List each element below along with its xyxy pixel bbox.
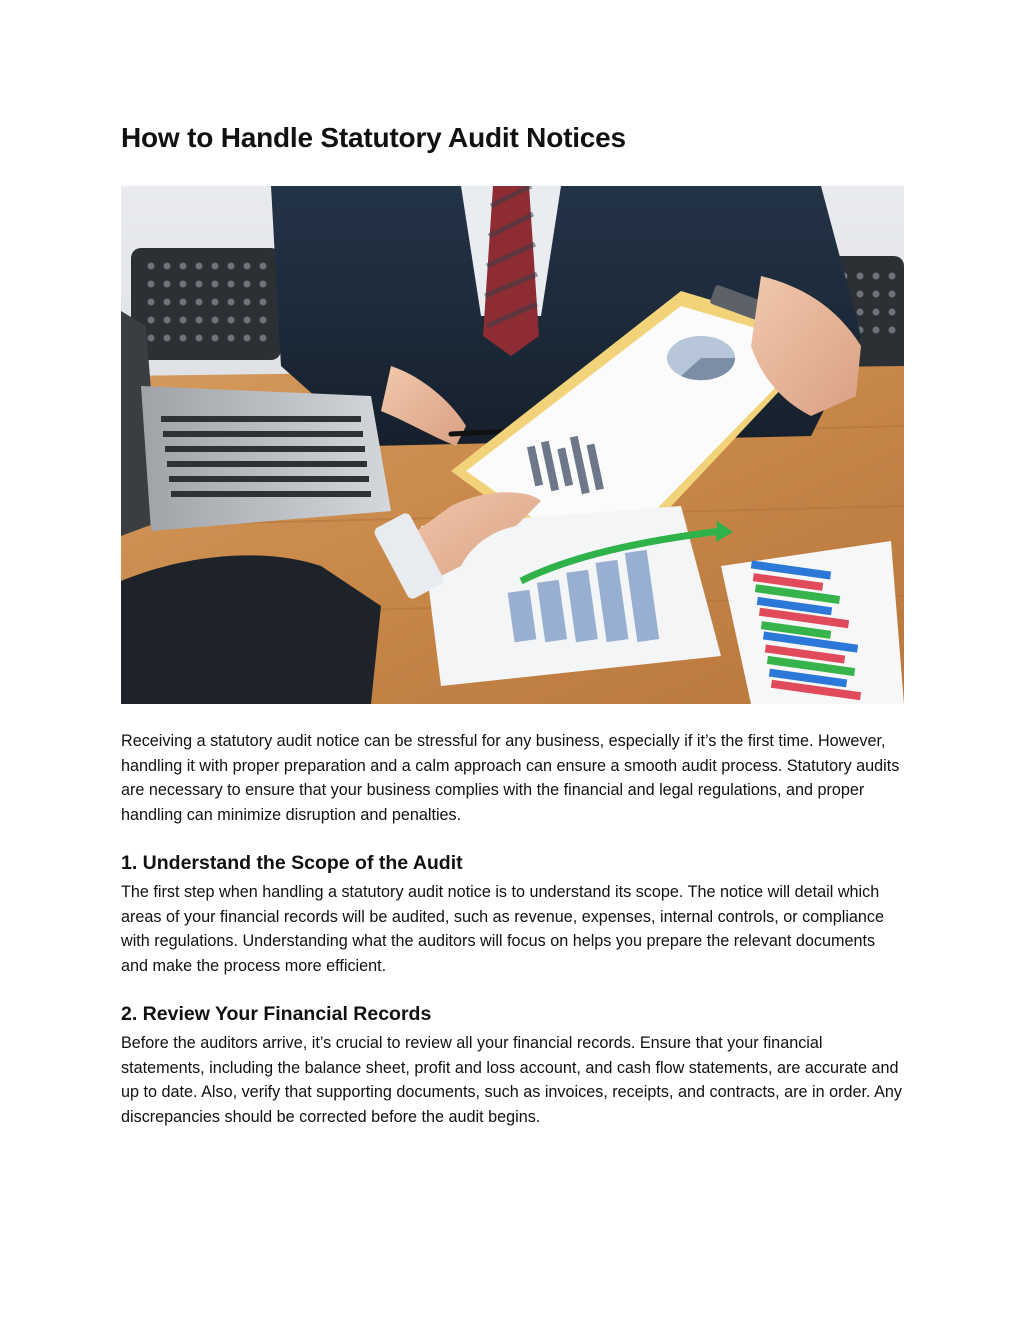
page-title: How to Handle Statutory Audit Notices: [121, 122, 626, 153]
section-heading-review: 2. Review Your Financial Records: [121, 1003, 432, 1025]
intro-paragraph: Receiving a statutory audit notice can be stressful for any business, especially if it’s the first time. However, handling it with proper preparation and a calm approach can ensure a smooth audit process. Statutory audits are necessary to ensure that your business complies with the financial and legal regulations, and proper handling can minimize disruption and penalties.: [121, 732, 900, 824]
section-body-scope: The first step when handling a statutory audit notice is to understand its scope. The notice will detail which areas of your financial records will be audited, such as revenue, expenses, internal controls, or compliance with regulations. Understanding what the auditors will focus on helps you prepare the relevant documents and make the process more efficient.: [121, 883, 885, 975]
section-body-review: Before the auditors arrive, it’s crucial to review all your financial records. Ensure that your financial statements, including the balance sheet, profit and loss account, and cash flow statements, are accurate and up to date. Also, verify that supporting documents, such as invoices, receipts, and contracts, are in order. Any discrepancies should be corrected before the audit begins.: [121, 1034, 903, 1126]
section-heading-scope: 1. Understand the Scope of the Audit: [121, 852, 463, 874]
hero-image: [121, 186, 904, 704]
